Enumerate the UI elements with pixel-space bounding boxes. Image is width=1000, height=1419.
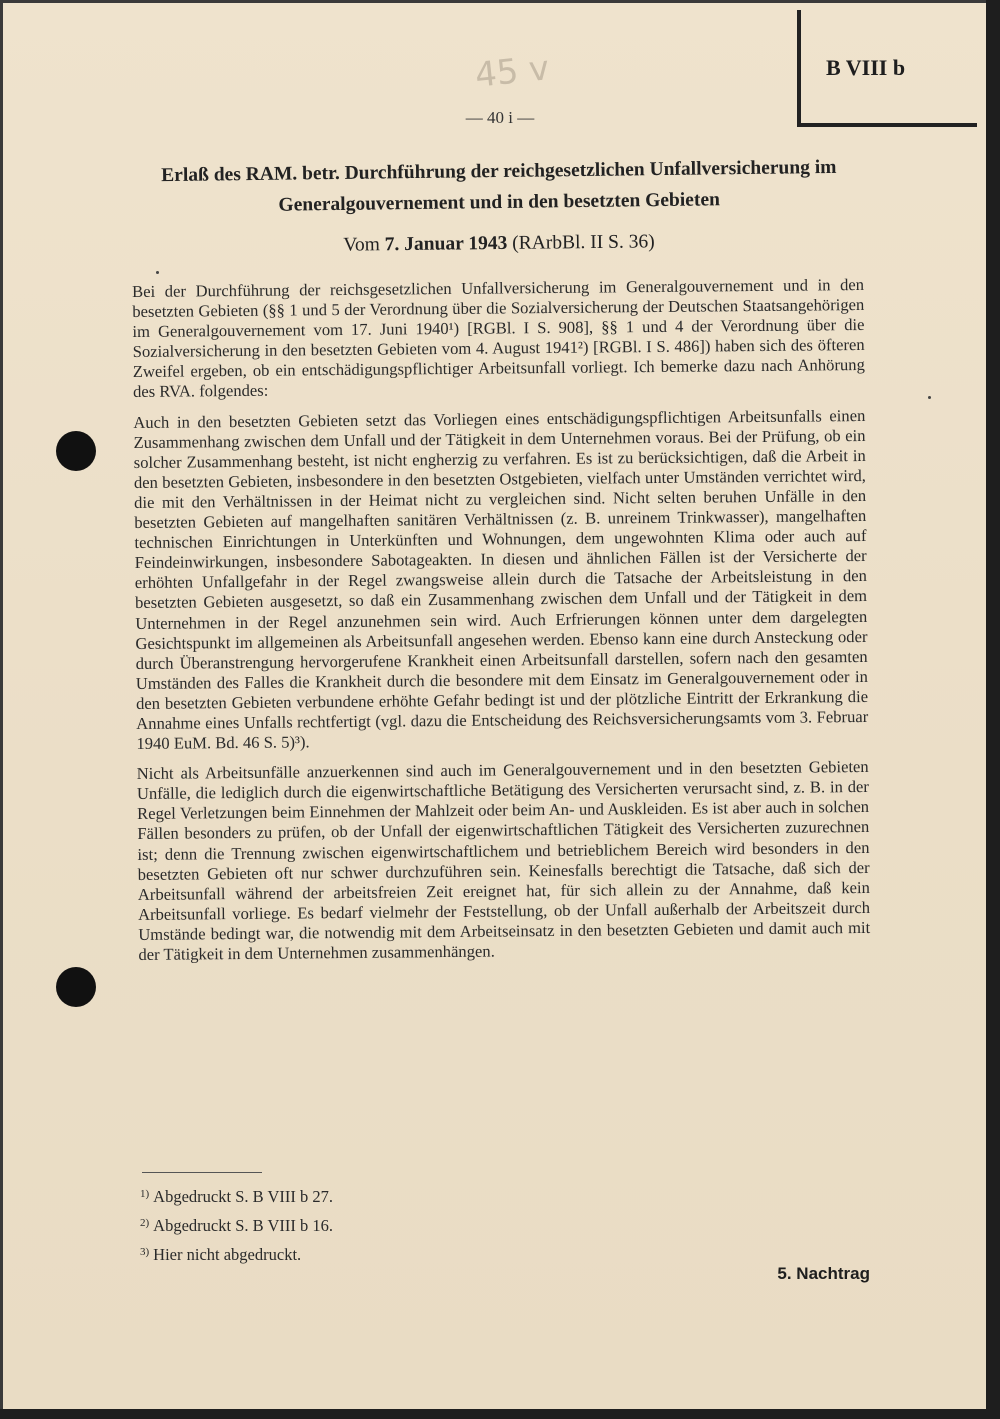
footnote-text: Hier nicht abgedruckt. bbox=[153, 1245, 302, 1264]
footnote-text: Abgedruckt S. B VIII b 27. bbox=[153, 1187, 333, 1206]
document-subtitle bbox=[128, 226, 870, 262]
scan-edge-top bbox=[0, 0, 1000, 3]
punch-hole-icon bbox=[56, 967, 96, 1007]
footnote-text: Abgedruckt S. B VIII b 16. bbox=[153, 1216, 333, 1235]
scan-edge-bottom bbox=[0, 1409, 1000, 1419]
footnote-marker: 1) bbox=[140, 1188, 150, 1200]
subtitle-prefix: Vom bbox=[343, 234, 380, 256]
document-body bbox=[132, 275, 871, 975]
footnote-marker: 2) bbox=[140, 1217, 150, 1229]
subtitle-date: 7. Januar 1943 bbox=[384, 232, 508, 256]
document-title: Erlaß des RAM. betr. Durchführung der reichgesetzlichen Unfallversicherung im Generalgouvernement und in den besetzten Gebieten bbox=[161, 156, 837, 216]
section-box-border-horizontal bbox=[797, 123, 977, 127]
footnote-divider bbox=[142, 1172, 262, 1173]
section-box-border-vertical bbox=[797, 10, 801, 126]
paragraph: Bei der Durchführung der reichsgesetzlichen Unfallversicherung im Generalgouvernement und in den besetzten Gebieten (§§ 1 und 5 der Verordnung über die Sozialversicherung der Deutschen Staatsangehörigen im Generalgouvernement vom 17. Juni 1940¹) [RGBl. I S. 908], §§ 1 und 4 der Verordnung über die Sozialversicherung in den besetzten Gebieten vom 4. August 1941²) [RGBl. I S. 486]) haben sich des öfteren Zweifel ergeben, ob ein entschädigungspflichtiger Arbeitsunfall vorliegt. Ich bemerke dazu nach Anhörung des RVA. folgendes: bbox=[132, 274, 865, 402]
speck-mark bbox=[156, 271, 159, 274]
footnote-item bbox=[140, 1239, 333, 1268]
section-code: B VIII b bbox=[826, 55, 906, 80]
footnote-marker: 3) bbox=[140, 1246, 150, 1258]
scan-edge-right bbox=[986, 0, 1000, 1419]
subtitle-reference: (RArbBl. II S. 36) bbox=[512, 231, 655, 254]
punch-hole-icon bbox=[56, 431, 96, 471]
supplement-label: 5. Nachtrag bbox=[777, 1264, 870, 1283]
page-number: — 40 i — bbox=[465, 108, 535, 127]
paragraph: Auch in den besetzten Gebieten setzt das Vorliegen eines entschädigungspflichtigen Arbeitsunfalls einen Zusammenhang zwischen dem Unfall und der Tätigkeit in dem Unternehmen voraus. Bei der Prüfung, ob ein solcher Zusammenhang besteht, ist nicht engherzig zu verfahren. Es ist zu berücksichtigen, daß die Arbeit in den besetzten Gebieten, insbesondere in den besetzten Ostgebieten, vielfach unter Umständen verrichtet wird, die mit den Verhältnissen in der Heimat nicht zu vergleichen sind. Nicht selten beruhen Unfälle in den besetzten Gebieten auf mangelhaften sanitären Verhältnissen (z. B. unreinem Trinkwasser), mangelhaften technischen Einrichtungen in Unterkünften und Wohnungen, dem ungewohnten Klima oder auch auf Feindeinwirkungen, insbesondere Sabotageakten. In diesen und ähnlichen Fällen ist der Versicherte der erhöhten Unfallgefahr in der Regel zwangsweise allein durch die Tatsache der Arbeitsleistung in den besetzten Gebieten ausgesetzt, so daß ein Zusammenhang zwischen dem Unfall und der Tätigkeit in dem Unternehmen in der Regel anzunehmen sein wird. Auch Erfrierungen können unter dem dargelegten Gesichtspunkt im allgemeinen als Arbeitsunfall angesehen werden. Ebenso kann eine durch Ansteckung oder durch Überanstrengung hervorgerufene Krankheit einen Arbeitsunfall darstellen, sofern nach den gesamten Umständen des Falles die Krankheit durch die besondere mit dem Einsatz im Generalgouvernement oder in den besetzten Gebieten verbundene erhöhte Gefahr bedingt ist und der plötzliche Eintritt der Erkrankung die Annahme eines Unfalls rechtfertigt (vgl. dazu die Entscheidung des Reichsversicherungsamts vom 3. Februar 1940 EuM. Bd. 46 S. 5)³). bbox=[133, 405, 869, 754]
footnotes bbox=[140, 1181, 333, 1268]
paragraph: Nicht als Arbeitsunfälle anzuerkennen sind auch im Generalgouvernement und in den besetzten Gebieten Unfälle, die lediglich durch die eigenwirtschaftliche Betätigung des Versicherten verursacht sind, z. B. in der Regel Verletzungen beim Einnehmen der Mahlzeit oder beim An- und Auskleiden. Es ist aber auch in solchen Fällen besonders zu prüfen, ob der Unfall der eigenwirtschaftlichen Tätigkeit des Versicherten zuzurechnen ist; denn die Trennung zwischen eigenwirtschaftlichem und betrieblichem Bereich wird besonders in den besetzten Gebieten oft nur schwer durchzuführen sein. Keinesfalls berechtigt die Tatsache, daß sich der Arbeitsunfall während der arbeitsfreien Zeit ereignet hat, für sich allein zu der Annahme, daß kein Arbeitsunfall vorliege. Es bedarf vielmehr der Feststellung, ob der Unfall außerhalb der Arbeitszeit durch Umstände bedingt war, die notwendig mit dem Arbeitseinsatz in den besetzten Gebieten und damit auch mit der Tätigkeit in dem Unternehmen zusammenhängen. bbox=[136, 757, 871, 964]
scan-edge-left bbox=[0, 0, 3, 1419]
footnote-item bbox=[140, 1210, 333, 1239]
footnote-item bbox=[140, 1181, 333, 1210]
pencil-annotation: 45 v bbox=[473, 48, 552, 96]
speck-mark bbox=[928, 396, 931, 399]
